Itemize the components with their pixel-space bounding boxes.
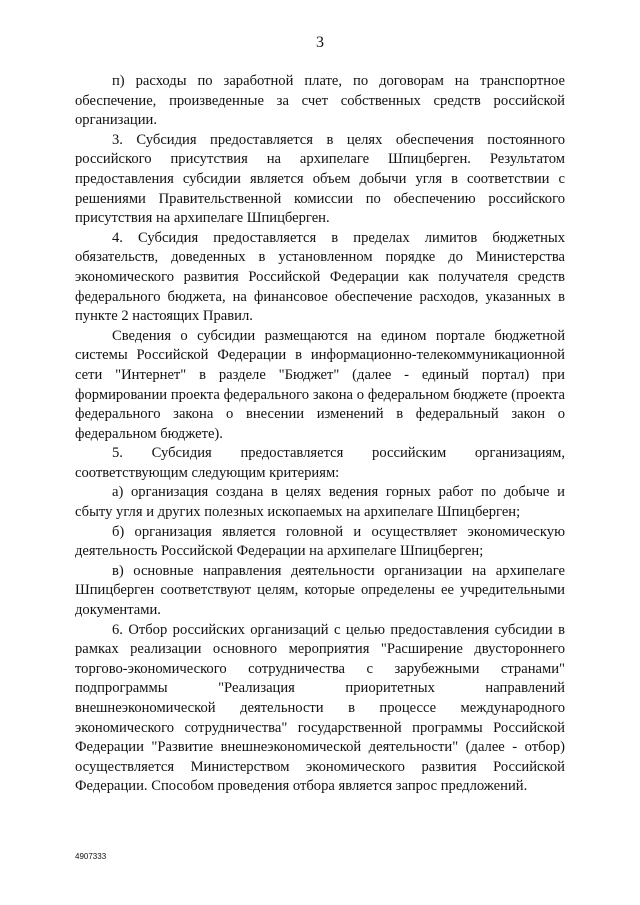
paragraph-item-p: п) расходы по заработной плате, по договорам на транспортное обеспечение, произведенные за счет собственных средств российской организации. — [75, 73, 565, 129]
paragraph-clause-6: 6. Отбор российских организаций с целью предоставления субсидии в рамках реализации основного мероприятия "Расширение двустороннего торгово-экономического сотрудничества с зарубежными странами" подпрограммы "Реализация приоритетных направлений внешнеэкономической деятельности в процессе международного экономического сотрудничества" государственной программы Российской Федерации "Развитие внешнеэкономической деятельности" (далее - отбор) осуществляется Министерством экономического развития Российской Федерации. Способом проведения отбора является запрос предложений. — [75, 621, 565, 795]
paragraph-criterion-a: а) организация создана в целях ведения горных работ по добыче и сбыту угля и других полезных ископаемых на архипелаге Шпицберген; — [75, 484, 565, 521]
page-number: 3 — [316, 34, 324, 51]
document-code: 4907333 — [75, 852, 107, 861]
paragraph-clause-5: 5. Субсидия предоставляется российским организациям, соответствующим следующим критериям: — [75, 445, 565, 481]
paragraph-criterion-b: б) организация является головной и осуществляет экономическую деятельность Российской Федерации на архипелаге Шпицберген; — [75, 523, 565, 560]
paragraph-clause-3: 3. Субсидия предоставляется в целях обеспечения постоянного российского присутствия на архипелаге Шпицберген. Результатом предоставления субсидии является объем добычи угля в соответствии с решениями Правительственной комиссии по обеспечению российского присутствия на архипелаге Шпицберген. — [75, 131, 565, 227]
paragraph-criterion-v: в) основные направления деятельности организации на архипелаге Шпицберген соответствуют целям, которые определены ее учредительными документами. — [75, 562, 565, 619]
paragraph-clause-4: 4. Субсидия предоставляется в пределах лимитов бюджетных обязательств, доведенных в установленном порядке до Министерства экономического развития Российской Федерации как получателя средств федерального бюджета, на финансовое обеспечение расходов, указанных в пункте 2 настоящих Правил. — [75, 229, 565, 325]
document-body — [75, 72, 565, 797]
paragraph-subsidy-info: Сведения о субсидии размещаются на едином портале бюджетной системы Российской Федерации в информационно-телекоммуникационной сети "Интернет" в разделе "Бюджет" (далее - единый портал) при формировании проекта федерального закона о федеральном бюджете (проекта федерального закона о внесении изменений в федеральный закон о федеральном бюджете). — [75, 327, 565, 442]
